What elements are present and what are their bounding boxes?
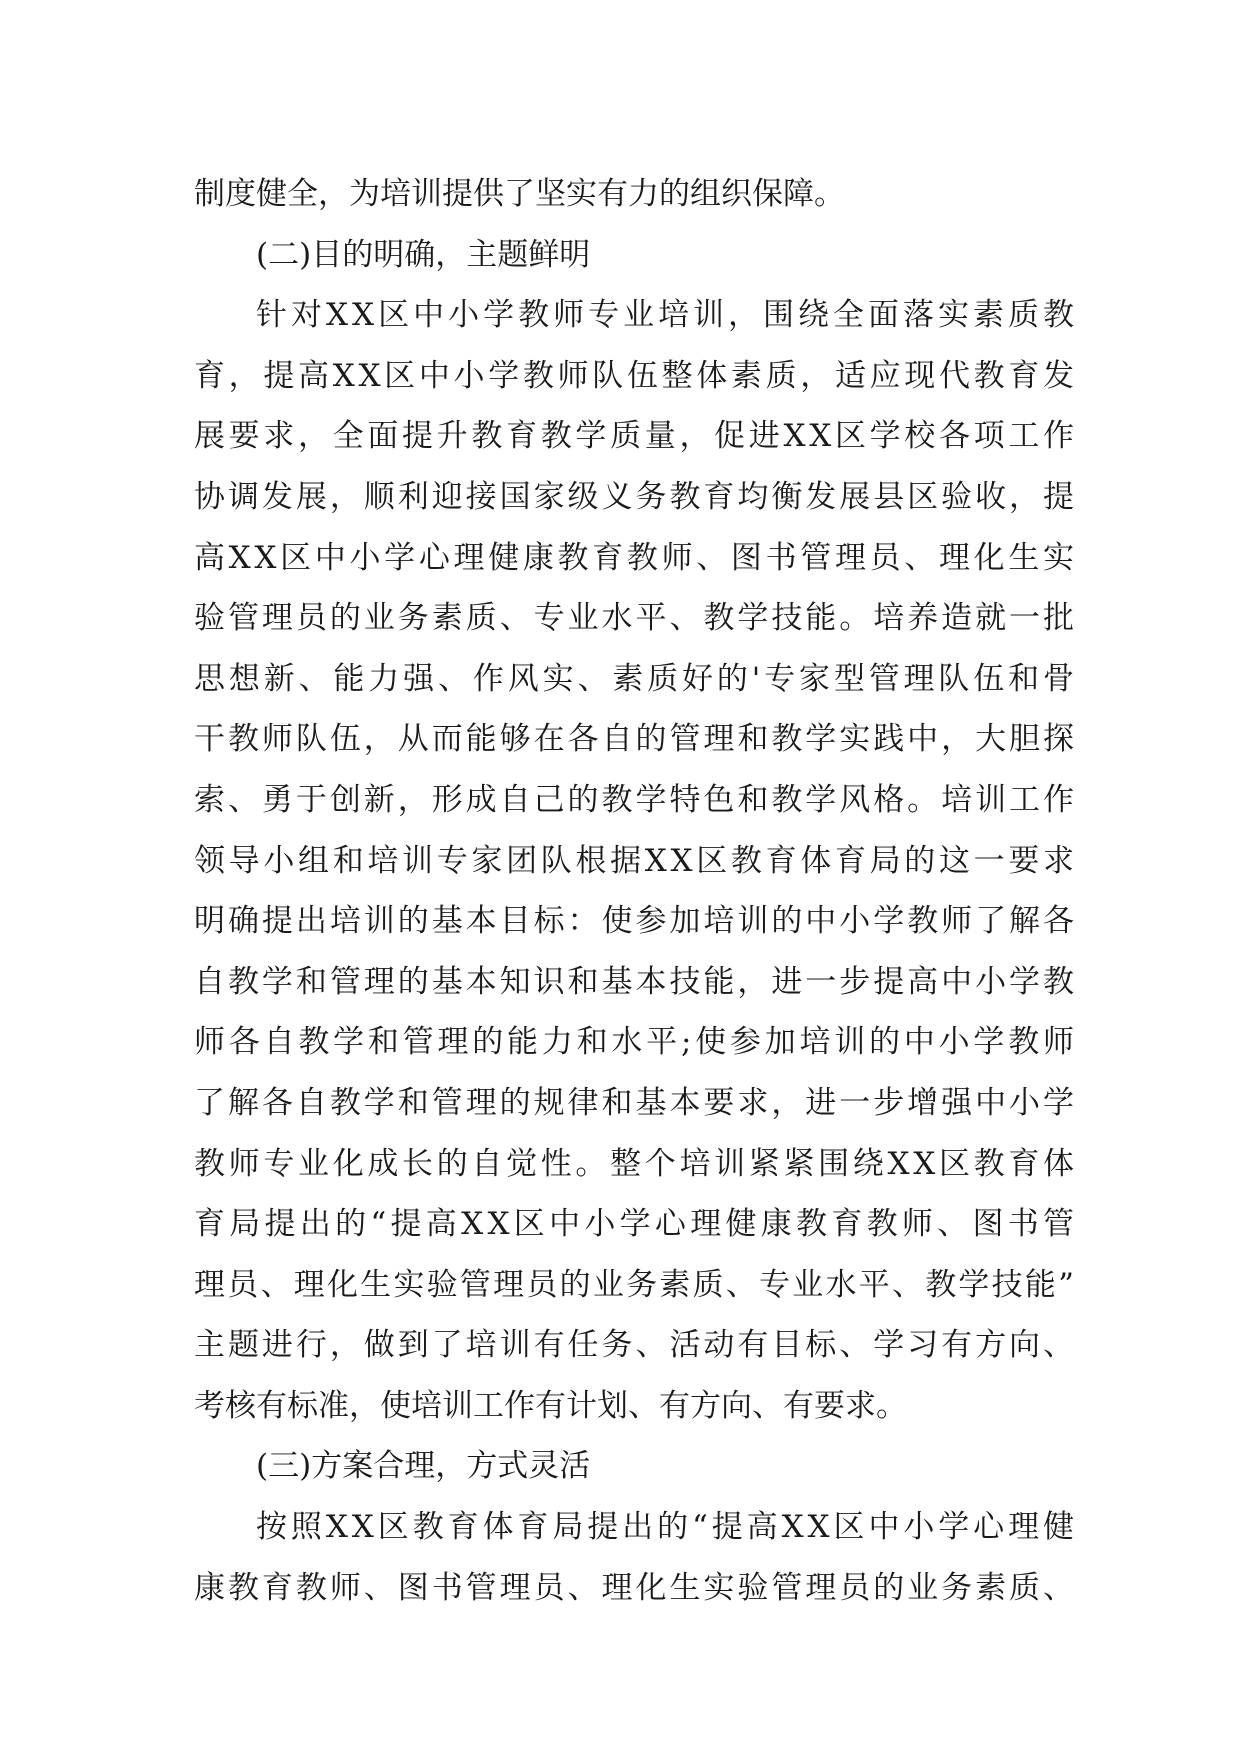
paragraph-line: 师各自教学和管理的能力和水平;使参加培训的中小学教师 [194,1024,1078,1061]
paragraph-line: 教师专业化成长的自觉性。整个培训紧紧围绕XX区教育体 [194,1145,1078,1182]
paragraph-line: 理员、理化生实验管理员的业务素质、专业水平、教学技能” [194,1266,1077,1303]
paragraph-line: 了解各自教学和管理的规律和基本要求，进一步增强中小学 [194,1084,1077,1121]
paragraph-line: 协调发展，顺利迎接国家级义务教育均衡发展县区验收，提 [194,478,1077,515]
paragraph-line: 主题进行，做到了培训有任务、活动有目标、学习有方向、 [194,1327,1077,1364]
paragraph-line: 思想新、能力强、作风实、素质好的'专家型管理队伍和骨 [194,660,1078,697]
paragraph-line: 干教师队伍，从而能够在各自的管理和教学实践中，大胆探 [194,721,1077,758]
paragraph-line: 展要求，全面提升教育教学质量，促进XX区学校各项工作 [194,418,1078,455]
paragraph-line: 高XX区中小学心理健康教育教师、图书管理员、理化生实 [194,539,1078,576]
paragraph-line: 育局提出的“提高XX区中小学心理健康教育教师、图书管 [194,1206,1079,1243]
paragraph-line: 针对XX区中小学教师专业培训，围绕全面落实素质教 [256,297,1078,334]
paragraph-line: 康教育教师、图书管理员、理化生实验管理员的业务素质、 [194,1569,1077,1606]
paragraph-line: 育，提高XX区中小学教师队伍整体素质，适应现代教育发 [194,357,1078,394]
paragraph-line: 领导小组和培训专家团队根据XX区教育体育局的这一要求 [194,842,1078,879]
paragraph-line: 考核有标准，使培训工作有计划、有方向、有要求。 [194,1387,907,1424]
paragraph-line: 索、勇于创新，形成自己的教学特色和教学风格。培训工作 [194,781,1077,818]
paragraph-line: 按照XX区教育体育局提出的“提高XX区中小学心理健 [256,1509,1078,1546]
document-body [194,164,1079,1618]
section-heading: (二)目的明确，主题鲜明 [256,236,591,273]
paragraph-line: 明确提出培训的基本目标：使参加培训的中小学教师了解各 [194,903,1077,940]
paragraph-line: 自教学和管理的基本知识和基本技能，进一步提高中小学教 [194,963,1077,1000]
section-heading: (三)方案合理，方式灵活 [256,1448,591,1485]
paragraph-line: 验管理员的业务素质、专业水平、教学技能。培养造就一批 [194,600,1077,637]
paragraph-line: 制度健全，为培训提供了坚实有力的组织保障。 [194,176,845,212]
